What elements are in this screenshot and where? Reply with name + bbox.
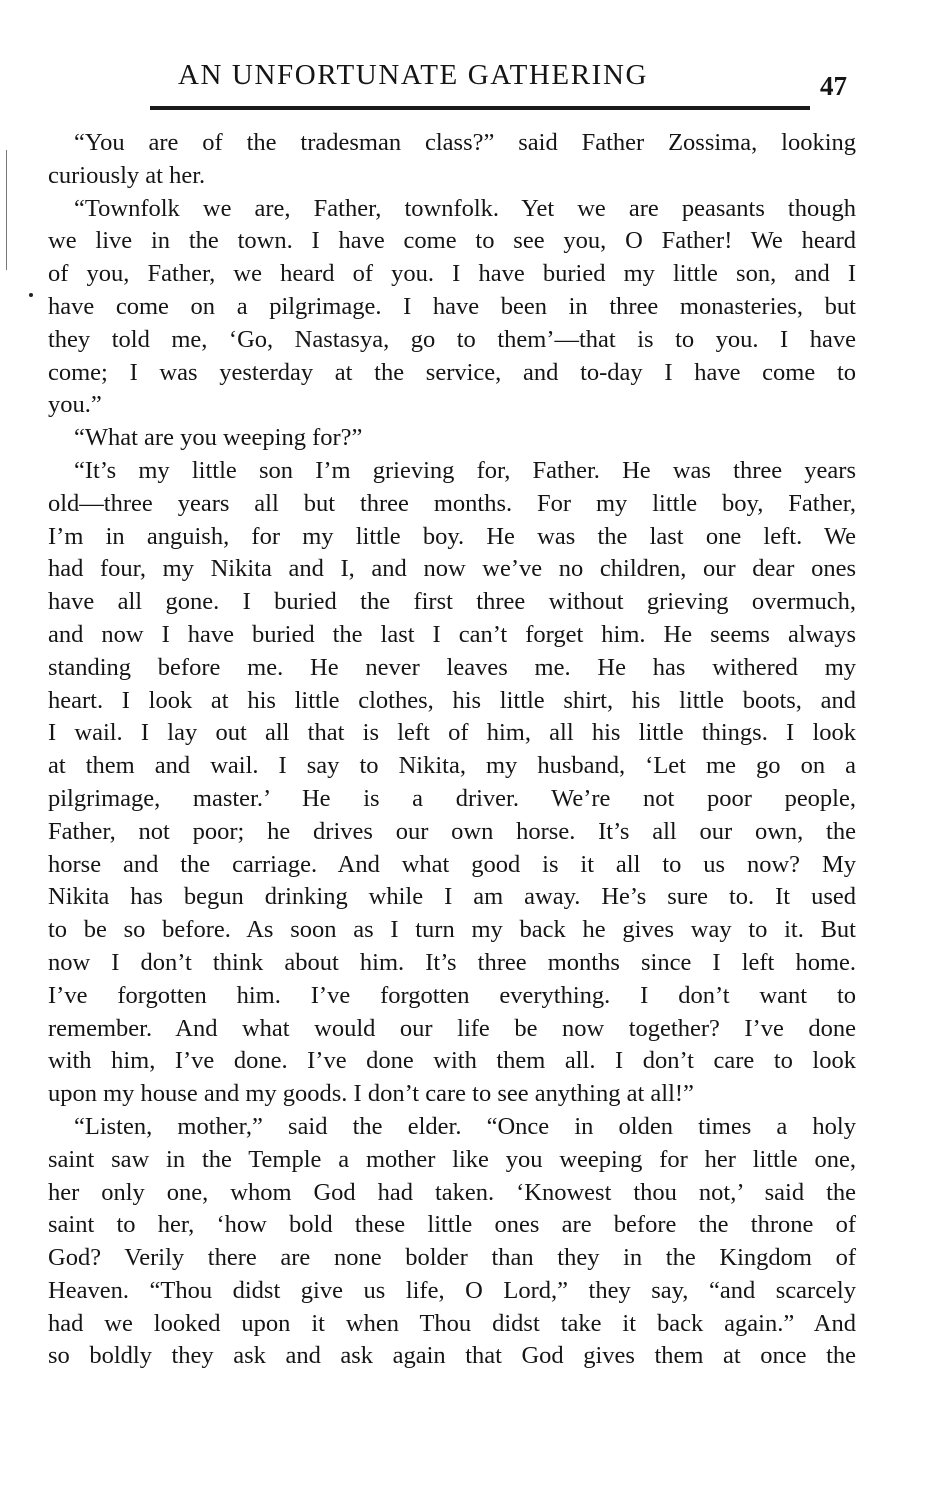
text-line: upon my house and my goods. I don’t care to see anything at all!” bbox=[48, 1080, 694, 1108]
text-line: have all gone. I buried the first three without grieving overmuch, bbox=[48, 588, 856, 616]
text-line: to be so before. As soon as I turn my back he gives way to it. But bbox=[48, 916, 856, 944]
text-line: had four, my Nikita and I, and now we’ve no children, our dear ones bbox=[48, 555, 856, 583]
margin-scan-mark bbox=[6, 150, 7, 270]
text-line: I’m in anguish, for my little boy. He was the last one left. We bbox=[48, 522, 856, 550]
margin-scan-dot bbox=[29, 293, 33, 297]
text-line: “It’s my little son I’m grieving for, Father. He was three years bbox=[74, 456, 856, 484]
text-line: they told me, ‘Go, Nastasya, go to them’—that is to you. I have bbox=[48, 325, 856, 353]
text-line: I’ve forgotten him. I’ve forgotten everything. I don’t want to bbox=[48, 981, 856, 1009]
text-line: heart. I look at his little clothes, his little shirt, his little boots, and bbox=[48, 686, 856, 714]
header-rule bbox=[150, 106, 810, 110]
text-line: with him, I’ve done. I’ve done with them all. I don’t care to look bbox=[48, 1047, 856, 1075]
text-line: so boldly they ask and ask again that God gives them at once the bbox=[48, 1342, 856, 1370]
text-line: pilgrimage, master.’ He is a driver. We’re not poor people, bbox=[48, 784, 856, 812]
text-line: remember. And what would our life be now together? I’ve done bbox=[48, 1014, 856, 1042]
text-line: old—three years all but three months. For my little boy, Father, bbox=[48, 489, 856, 517]
text-line: and now I have buried the last I can’t forget him. He seems always bbox=[48, 620, 856, 648]
text-line: now I don’t think about him. It’s three months since I left home. bbox=[48, 948, 856, 976]
text-line: had we looked upon it when Thou didst take it back again.” And bbox=[48, 1309, 856, 1337]
text-line: horse and the carriage. And what good is it all to us now? My bbox=[48, 850, 856, 878]
text-line: of you, Father, we heard of you. I have buried my little son, and I bbox=[48, 260, 856, 288]
text-line: saint to her, ‘how bold these little ones are before the throne of bbox=[48, 1211, 856, 1239]
text-line: “You are of the tradesman class?” said Father Zossima, looking bbox=[74, 129, 856, 156]
text-line: curiously at her. bbox=[48, 161, 206, 189]
text-line: “What are you weeping for?” bbox=[74, 424, 363, 452]
text-line: we live in the town. I have come to see you, O Father! We heard bbox=[48, 227, 856, 255]
text-line: God? Verily there are none bolder than they in the Kingdom of bbox=[48, 1244, 856, 1272]
page-number: 47 bbox=[820, 71, 847, 101]
text-line: Nikita has begun drinking while I am away. He’s sure to. It used bbox=[48, 883, 856, 911]
text-line: “Townfolk we are, Father, townfolk. Yet we are peasants though bbox=[74, 194, 856, 222]
text-line: “Listen, mother,” said the elder. “Once in olden times a holy bbox=[74, 1112, 856, 1140]
text-line: at them and wail. I say to Nikita, my husband, ‘Let me go on a bbox=[48, 752, 856, 780]
text-line: Heaven. “Thou didst give us life, O Lord,” they say, “and scarcely bbox=[48, 1276, 856, 1304]
running-head bbox=[48, 58, 868, 101]
body-text bbox=[48, 127, 856, 1373]
text-line: her only one, whom God had taken. ‘Knowest thou not,’ said the bbox=[48, 1178, 856, 1206]
running-title: AN UNFORTUNATE GATHERING bbox=[178, 59, 649, 91]
text-line: come; I was yesterday at the service, and to-day I have come to bbox=[48, 358, 856, 386]
text-line: saint saw in the Temple a mother like you weeping for her little one, bbox=[48, 1145, 856, 1173]
text-line: have come on a pilgrimage. I have been in three monasteries, but bbox=[48, 292, 856, 320]
text-line: standing before me. He never leaves me. He has withered my bbox=[48, 653, 856, 681]
text-line: Father, not poor; he drives our own horse. It’s all our own, the bbox=[48, 817, 856, 845]
text-line: you.” bbox=[48, 391, 102, 419]
text-line: I wail. I lay out all that is left of him, all his little things. I look bbox=[48, 719, 856, 747]
